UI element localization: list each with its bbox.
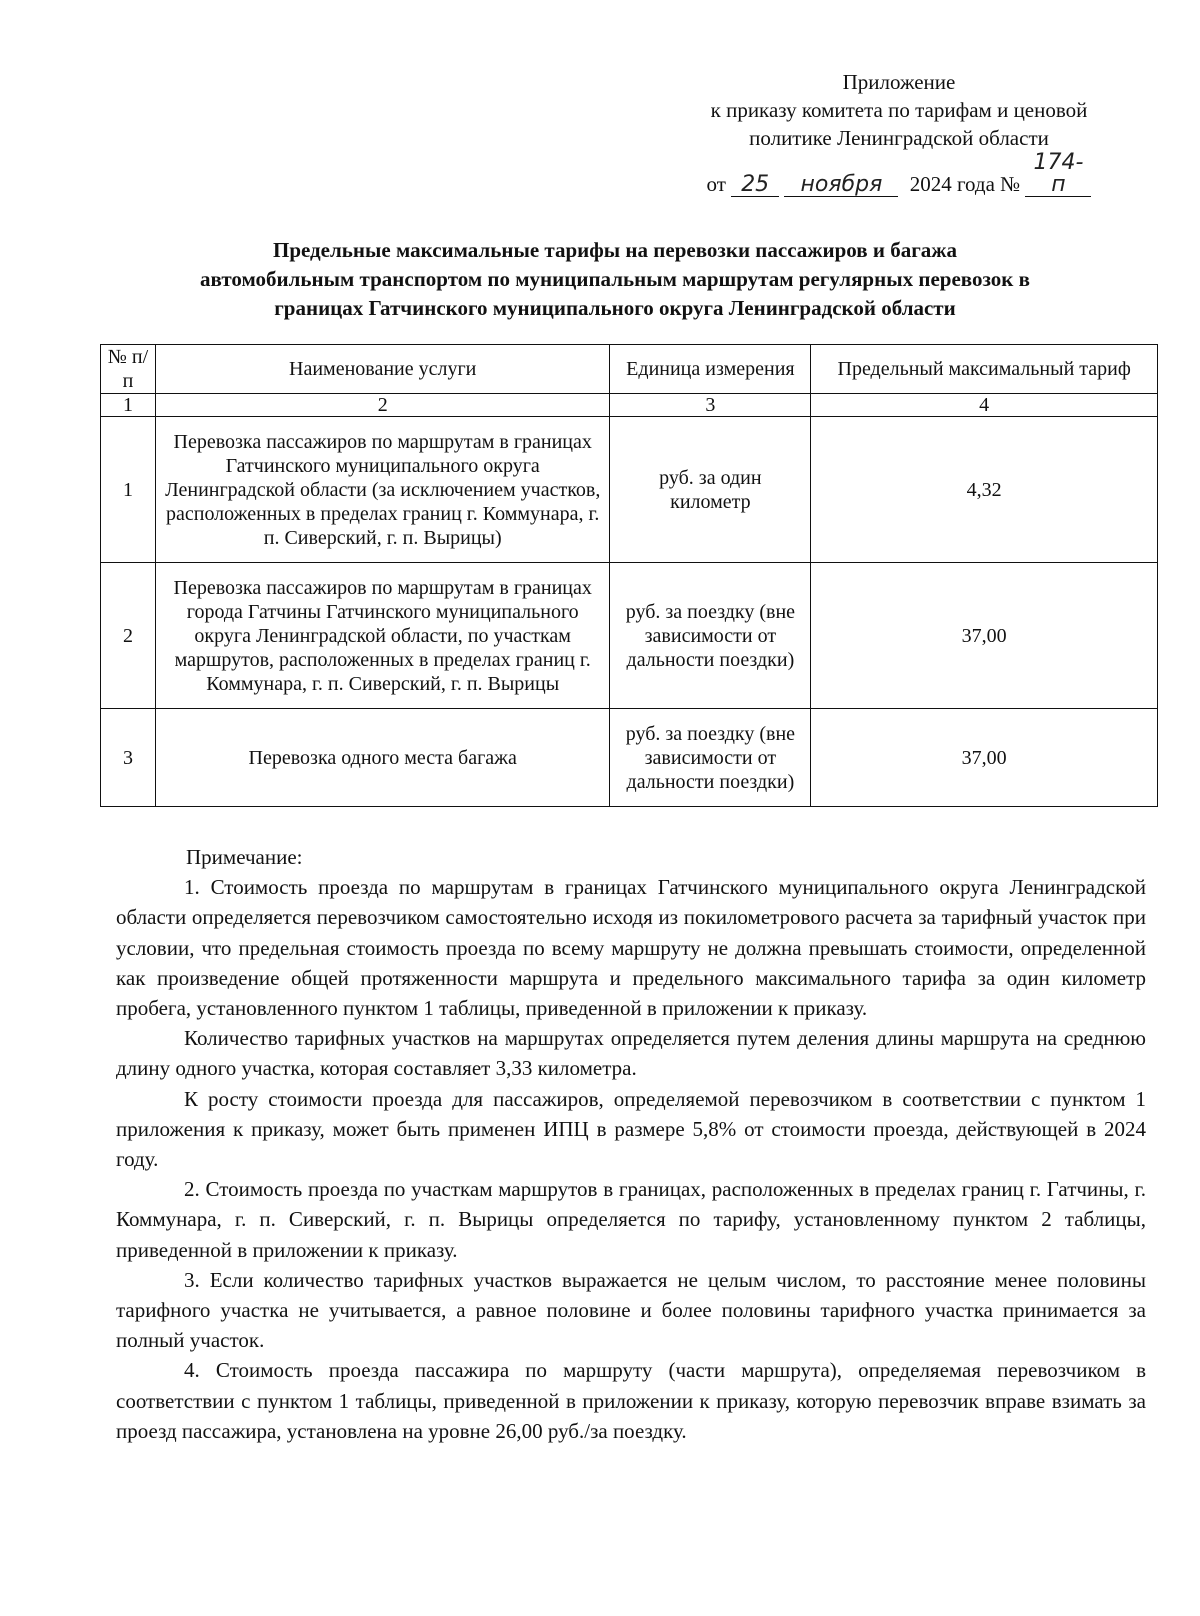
appendix-header xyxy=(660,68,1138,198)
notes-heading: Примечание: xyxy=(186,845,303,869)
row-unit: руб. за поездку (вне зависимости от дальности поездки) xyxy=(610,709,811,807)
row-name: Перевозка одного места багажа xyxy=(155,709,610,807)
appendix-label: Приложение xyxy=(842,70,956,94)
order-year: 2024 года № xyxy=(909,172,1021,196)
row-tariff: 37,00 xyxy=(811,709,1158,807)
row-name: Перевозка пассажиров по маршрутам в границах города Гатчины Гатчинского муниципального округа Ленинградской области, по участкам маршрутов, расположенных в пределах границ г. Коммунара, г. п. Сиверский, г. п. Вырицы xyxy=(155,563,610,709)
order-day-handwritten: 25 xyxy=(731,174,779,197)
table-row xyxy=(101,563,1158,709)
note-paragraph: 3. Если количество тарифных участков выражается не целым числом, то расстояние менее половины тарифного участка не учитывается, а равное половине и более половины тарифного участка принимается за полный участок. xyxy=(116,1267,1146,1353)
title-line-2: автомобильным транспортом по муниципальным маршрутам регулярных перевозок в xyxy=(200,267,1030,291)
table-header-row xyxy=(101,345,1158,394)
note-paragraph: 2. Стоимость проезда по участкам маршрутов в границах, расположенных в пределах границ г. Гатчины, г. Коммунара, г. п. Сиверский, г. п. Вырицы определяется по тарифу, установленному пунктом 2 таблицы, приведенной в приложении к приказу. xyxy=(116,1177,1146,1262)
header-unit: Единица измерения xyxy=(610,345,811,394)
row-num: 1 xyxy=(101,417,156,563)
column-number: 1 xyxy=(101,394,156,417)
row-unit: руб. за один километр xyxy=(610,417,811,563)
row-num: 2 xyxy=(101,563,156,709)
column-number: 3 xyxy=(610,394,811,417)
row-num: 3 xyxy=(101,709,156,807)
order-prefix: от xyxy=(706,172,726,196)
row-name: Перевозка пассажиров по маршрутам в границах Гатчинского муниципального округа Ленинградской области (за исключением участков, расположенных в пределах границ г. Коммунара, г. п. Сиверский, г. п. Вырицы) xyxy=(155,417,610,563)
note-paragraph: К росту стоимости проезда для пассажиров, определяемой перевозчиком в соответствии с пунктом 1 приложения к приказу, может быть применен ИПЦ в размере 5,8% от стоимости проезда, действующей в 2024 году. xyxy=(116,1086,1146,1172)
appendix-committee: политике Ленинградской области xyxy=(749,126,1049,150)
note-paragraph: 1. Стоимость проезда по маршрутам в границах Гатчинского муниципального округа Ленинградской области определяется перевозчиком самостоятельно исходя из покилометрового расчета за тарифный участок при условии, что предельная стоимость проезда по всему маршруту не должна превышать стоимости, определенной как произведение общей протяженности маршрута и предельного максимального тарифа за один километр пробега, установленного пунктом 1 таблицы, приведенной в приложении к приказу. xyxy=(116,875,1146,1021)
header-name: Наименование услуги xyxy=(155,345,610,394)
table-row xyxy=(101,709,1158,807)
row-tariff: 37,00 xyxy=(811,563,1158,709)
notes-section xyxy=(116,842,1146,1446)
title-line-1: Предельные максимальные тарифы на перевозки пассажиров и багажа xyxy=(273,238,957,262)
note-paragraph: 4. Стоимость проезда пассажира по маршруту (части маршрута), определяемая перевозчиком в соответствии с пунктом 1 таблицы, приведенной в приложении к приказу, которую перевозчик вправе взимать за проезд пассажира, установлена на уровне 26,00 руб./за поездку. xyxy=(116,1358,1146,1443)
row-unit: руб. за поездку (вне зависимости от дальности поездки) xyxy=(610,563,811,709)
order-date-line xyxy=(660,152,1138,198)
document-title xyxy=(100,236,1130,323)
note-paragraph: Количество тарифных участков на маршрутах определяется путем деления длины маршрута на среднюю длину одного участка, которая составляет 3,33 километра. xyxy=(116,1026,1146,1081)
column-number-row xyxy=(101,394,1158,417)
row-tariff: 4,32 xyxy=(811,417,1158,563)
header-num: № п/п xyxy=(101,345,156,394)
column-number: 4 xyxy=(811,394,1158,417)
table-row xyxy=(101,417,1158,563)
header-tariff: Предельный максимальный тариф xyxy=(811,345,1158,394)
column-number: 2 xyxy=(155,394,610,417)
order-month-handwritten: ноября xyxy=(784,174,898,197)
tariff-table xyxy=(100,344,1158,807)
appendix-order-ref: к приказу комитета по тарифам и ценовой xyxy=(710,98,1088,122)
order-number-handwritten: 174-п xyxy=(1025,152,1091,197)
title-line-3: границах Гатчинского муниципального округа Ленинградской области xyxy=(274,296,956,320)
